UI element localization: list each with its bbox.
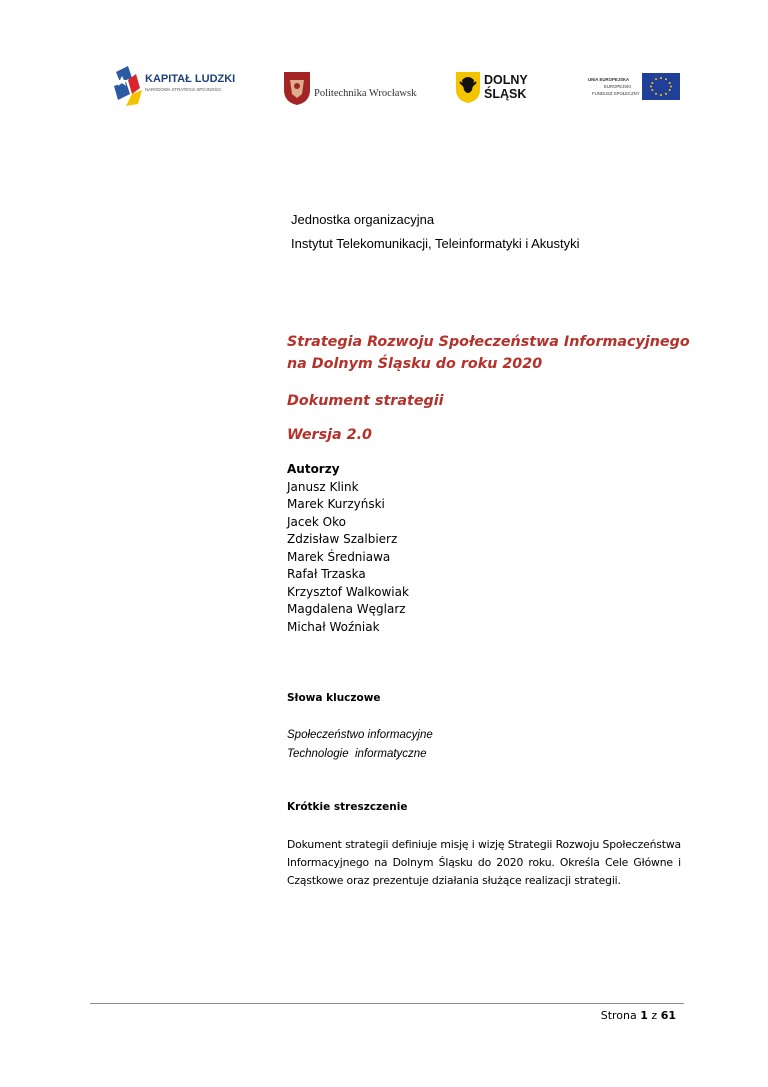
- authors-section: [287, 461, 409, 636]
- eu-fund-logo: [586, 72, 682, 102]
- author-item: Rafał Trzaska: [287, 567, 366, 581]
- authors-list: [287, 479, 409, 637]
- unit-name: Instytut Telekomunikacji, Teleinformatyki i Akustyki: [291, 236, 580, 251]
- dolny-slask-line2: ŚLĄSK: [484, 87, 527, 101]
- keyword-item: Technologie informatyczne: [287, 748, 427, 760]
- document-titles: [287, 331, 707, 446]
- author-item: Marek Kurzyński: [287, 497, 385, 511]
- main-title-line1: Strategia Rozwoju Społeczeństwa Informacyjnego: [287, 334, 690, 350]
- footer-page-number: 1: [640, 1009, 648, 1022]
- eagle-crest-icon: [456, 72, 480, 103]
- keywords-list: [287, 726, 433, 764]
- politechnika-crest-icon: [284, 72, 310, 105]
- author-item: Janusz Klink: [287, 479, 359, 494]
- eu-line3: FUNDUSZ SPOŁECZNY: [592, 91, 640, 96]
- footer-prefix: Strona: [600, 1009, 637, 1022]
- kapital-ludzki-subtitle: NARODOWA STRATEGIA SPÓJNOŚCI: [145, 87, 222, 92]
- summary-text: Dokument strategii definiuje misję i wizję Strategii Rozwoju Społeczeństwa Informacyjnego na Dolnym Śląsku do 2020 roku. Określa Cele Główne i Cząstkowe oraz prezentuje działania służące realizacji strategii.: [287, 838, 681, 887]
- main-title-line2: na Dolnym Śląsku do roku 2020: [287, 356, 543, 372]
- authors-heading: Autorzy: [287, 462, 340, 476]
- keywords-heading: Słowa kluczowe: [287, 692, 381, 704]
- author-item: Zdzisław Szalbierz: [287, 532, 398, 546]
- author-item: Krzysztof Walkowiak: [287, 584, 409, 599]
- dolny-slask-line1: DOLNY: [484, 73, 528, 87]
- footer-total-pages: 61: [660, 1009, 676, 1022]
- summary-heading: Krótkie streszczenie: [287, 801, 408, 813]
- unit-label: Jednostka organizacyjna: [291, 212, 435, 227]
- footer-divider: [90, 1003, 684, 1004]
- eu-line2: EUROPEJSKI: [604, 84, 632, 89]
- author-item: Jacek Oko: [287, 514, 346, 529]
- politechnika-wroclawska-logo: [282, 70, 417, 106]
- keyword-item: Społeczeństwo informacyjne: [287, 729, 433, 741]
- kapital-ludzki-emblem-icon: [114, 66, 142, 106]
- kapital-ludzki-title: KAPITAŁ LUDZKI: [145, 73, 236, 85]
- dolny-slask-logo: [454, 70, 544, 104]
- kapital-ludzki-logo: [112, 64, 247, 108]
- politechnika-name: Politechnika Wrocławska: [314, 88, 417, 99]
- organizational-unit-block: [291, 208, 580, 256]
- author-item: Marek Średniawa: [287, 549, 391, 564]
- document-type: Dokument strategii: [287, 393, 444, 409]
- author-item: Magdalena Węglarz: [287, 602, 406, 616]
- document-version: Wersja 2.0: [287, 427, 372, 443]
- footer-separator: z: [651, 1009, 658, 1022]
- eu-flag-icon: [642, 73, 680, 100]
- eu-line1: UNIA EUROPEJSKA: [588, 77, 630, 82]
- page-footer: [601, 1009, 676, 1022]
- author-item: Michał Woźniak: [287, 619, 380, 634]
